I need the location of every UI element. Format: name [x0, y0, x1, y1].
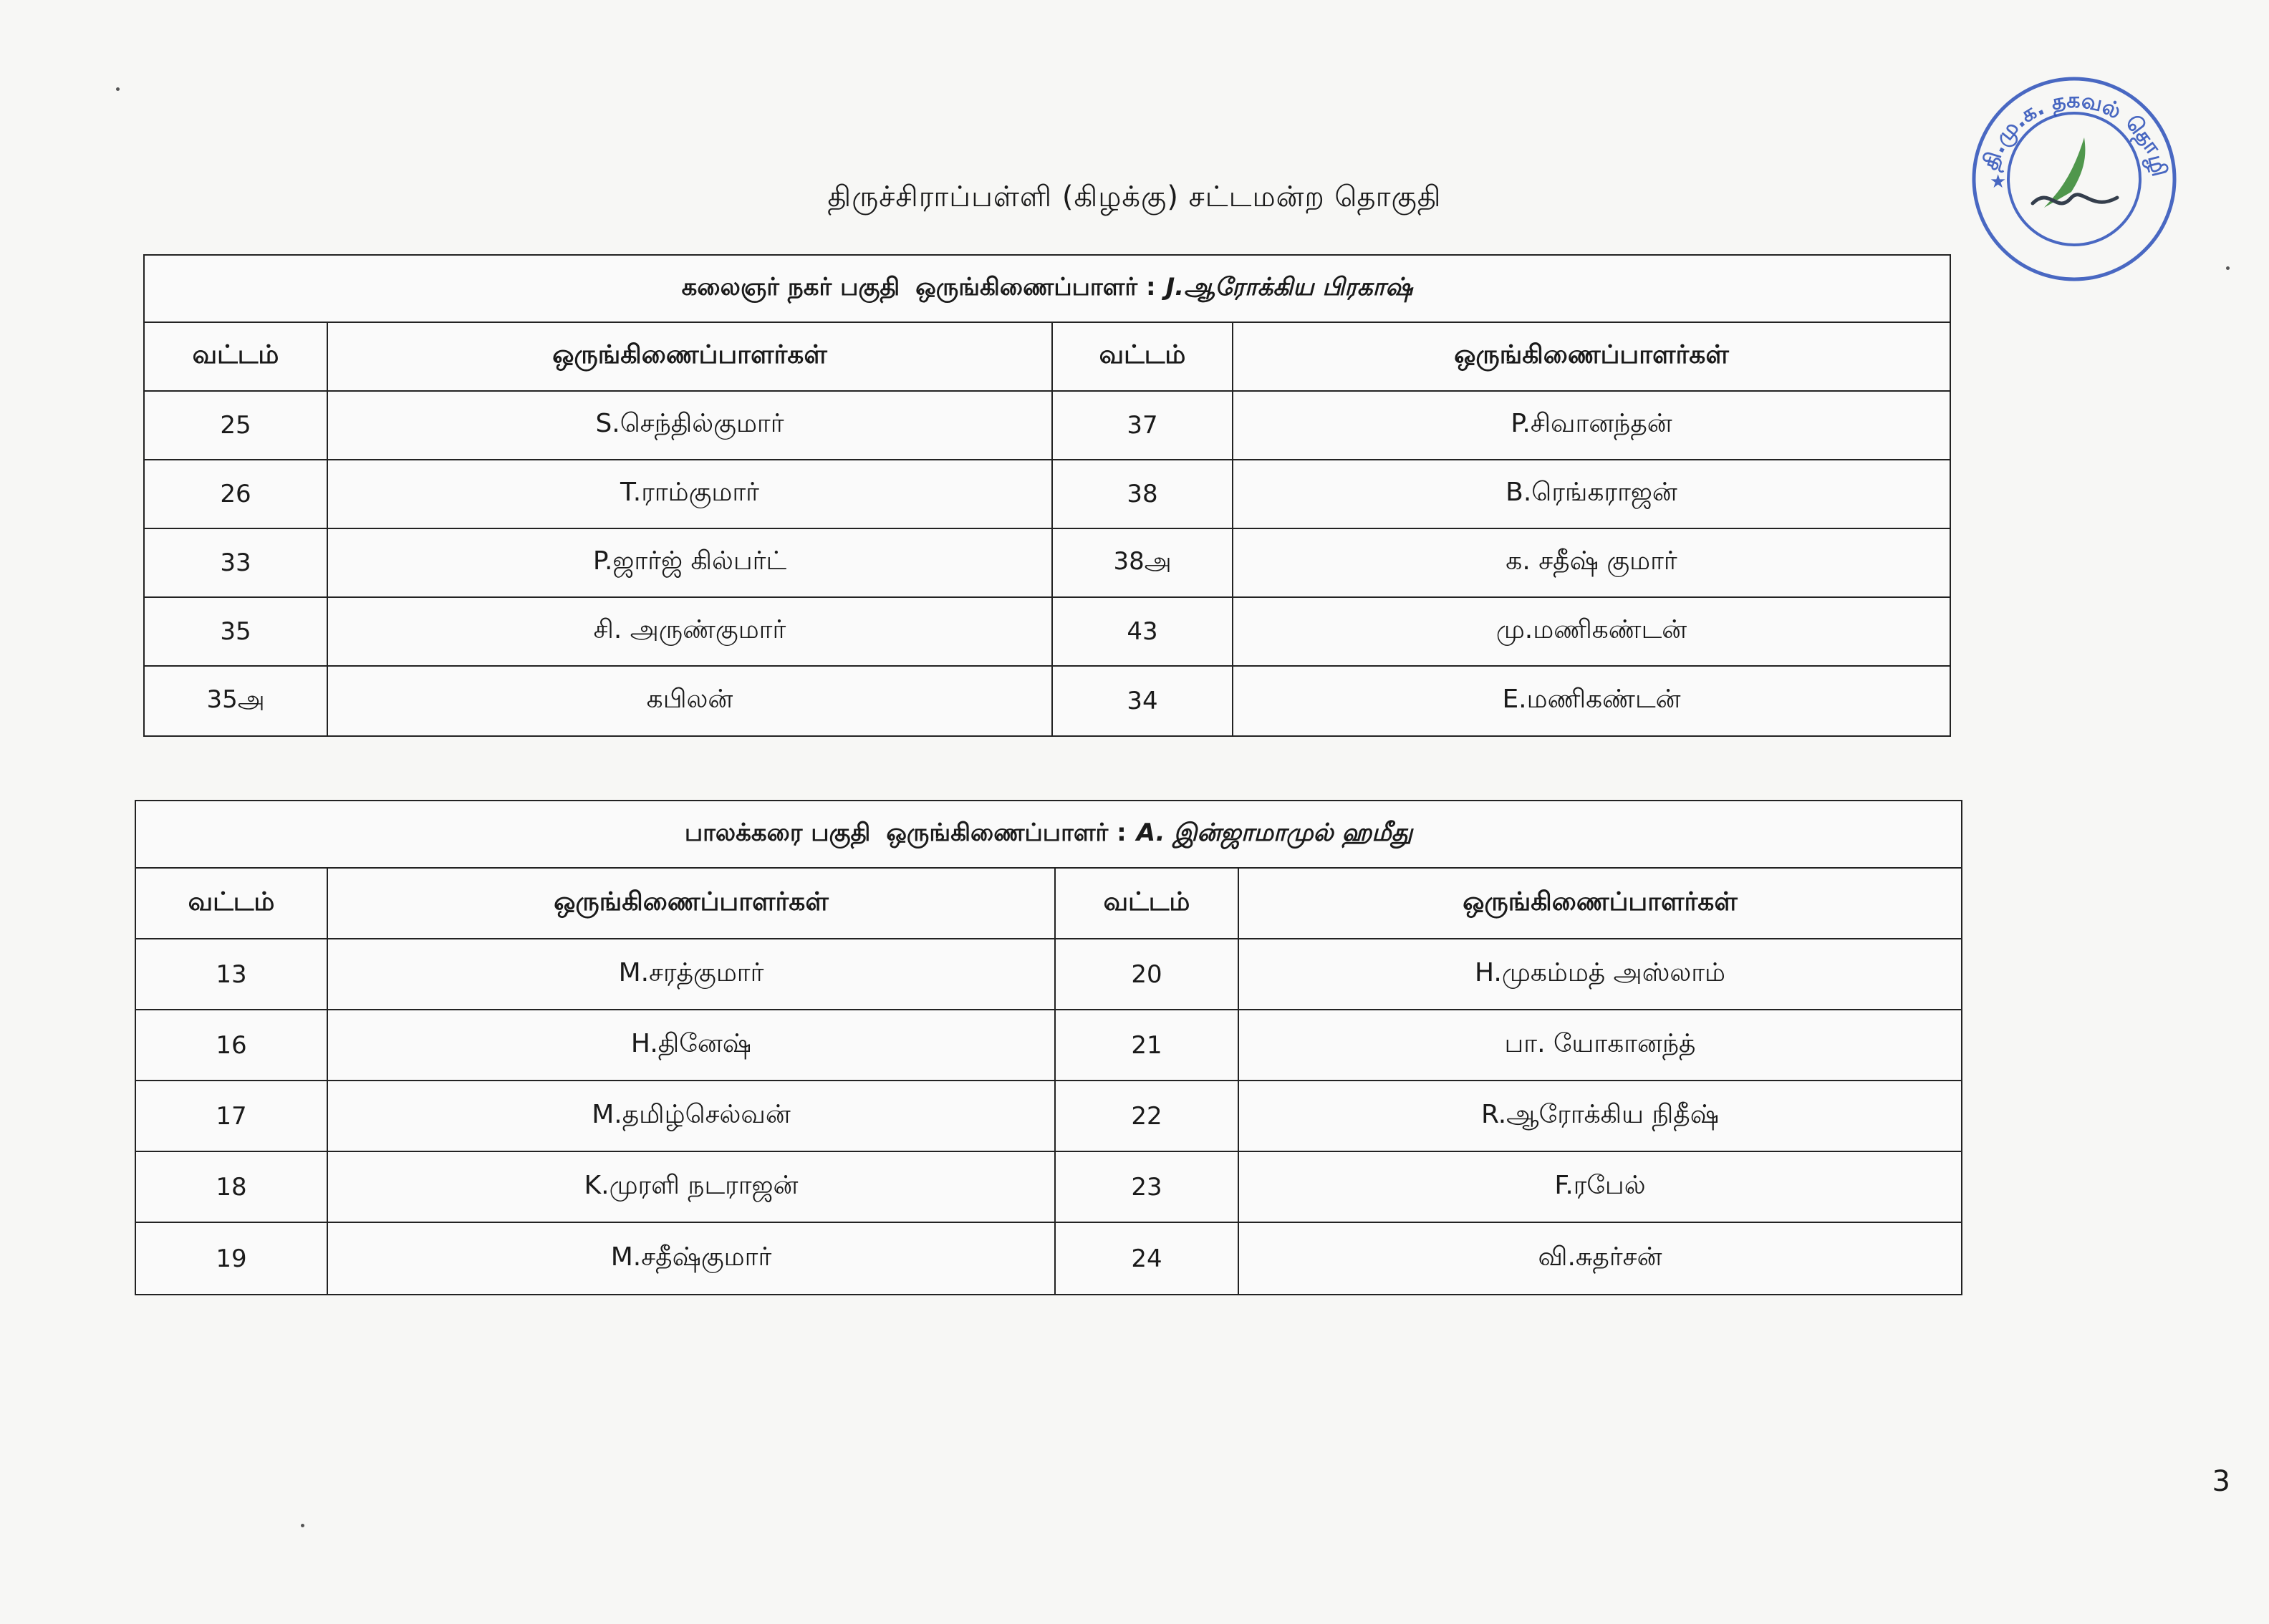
coordinator-cell: B.ரெங்கராஜன்	[1233, 460, 1950, 529]
ward-cell: 35	[145, 598, 328, 667]
ward-cell: 43	[1053, 598, 1233, 667]
coordinator-name: J.ஆரோக்கிய பிரகாஷ்	[1165, 273, 1413, 301]
ward-cell: 17	[136, 1081, 328, 1152]
scan-speck	[116, 87, 120, 91]
table-row	[145, 529, 1950, 598]
coordinator-label: ஒருங்கிணைப்பாளர் :	[915, 273, 1156, 301]
column-header: ஒருங்கிணைப்பாளர்கள்	[1239, 869, 1961, 939]
coordinator-label: ஒருங்கிணைப்பாளர் :	[886, 818, 1127, 847]
coordinator-cell: பா. யோகானந்த்	[1239, 1010, 1961, 1081]
ward-cell: 26	[145, 460, 328, 529]
table-row	[145, 667, 1950, 735]
ward-cell: 19	[136, 1223, 328, 1294]
coordinator-cell: T.ராம்குமார்	[328, 460, 1053, 529]
ward-cell: 13	[136, 939, 328, 1010]
section-palakkarai	[135, 800, 1962, 1295]
area-name: கலைஞர் நகர் பகுதி	[681, 273, 900, 301]
column-header: வட்டம்	[1053, 323, 1233, 392]
ward-cell: 16	[136, 1010, 328, 1081]
coordinator-cell: வி.சுதர்சன்	[1538, 1242, 1662, 1272]
section-kalaignar-nagar	[143, 254, 1951, 737]
table-row	[145, 392, 1950, 460]
table-header-row	[145, 323, 1950, 392]
coordinator-cell: M.தமிழ்செல்வன்	[328, 1081, 1056, 1152]
coordinator-cell: P.சிவானந்தன்	[1233, 392, 1950, 460]
ward-cell: 18	[136, 1152, 328, 1223]
table-row	[136, 1223, 1961, 1294]
stamp-text: தி.மு.க. தகவல் தொழி	[1977, 87, 2172, 179]
pen-nib-icon	[2033, 137, 2117, 208]
coordinator-cell: H.தினேஷ்	[328, 1010, 1056, 1081]
svg-text:★: ★	[1990, 171, 2007, 193]
ward-cell: 38	[1053, 460, 1233, 529]
table-row	[145, 460, 1950, 529]
column-header: வட்டம்	[136, 869, 328, 939]
coordinator-cell: க. சதீஷ் குமார்	[1233, 529, 1950, 598]
ward-cell: 25	[145, 392, 328, 460]
scan-speck	[301, 1524, 304, 1527]
svg-text:தி.மு.க. தகவல் தொழில்நுட்ப அணி	[1964, 72, 2172, 180]
table-row	[136, 1152, 1961, 1223]
table-row	[136, 1010, 1961, 1081]
coordinator-cell: R.ஆரோக்கிய நிதீஷ்	[1239, 1081, 1961, 1152]
column-header: ஒருங்கிணைப்பாளர்கள்	[328, 869, 1056, 939]
page-title: திருச்சிராப்பள்ளி (கிழக்கு) சட்டமன்ற தொகுதி	[827, 180, 1442, 213]
section-heading	[145, 256, 1950, 323]
ward-cell: 38அ	[1053, 529, 1233, 598]
table-row	[136, 1081, 1961, 1152]
party-seal-stamp	[1964, 72, 2184, 286]
ward-cell: 22	[1056, 1081, 1239, 1152]
coordinator-cell: E.மணிகண்டன்	[1502, 685, 1681, 714]
coordinator-cell: கபிலன்	[328, 667, 1053, 735]
column-header: ஒருங்கிணைப்பாளர்கள்	[1233, 323, 1950, 392]
ward-cell: 34	[1053, 667, 1233, 735]
section-heading	[136, 801, 1961, 869]
ward-cell: 37	[1053, 392, 1233, 460]
coordinator-cell: H.முகம்மத் அஸ்லாம்	[1239, 939, 1961, 1010]
coordinator-cell: F.ரபேல்	[1239, 1152, 1961, 1223]
coordinator-name: A. இன்ஜாமாமுல் ஹமீது	[1136, 818, 1413, 847]
table-row	[136, 939, 1961, 1010]
table-row	[145, 598, 1950, 667]
coordinator-cell: சி. அருண்குமார்	[328, 598, 1053, 667]
ward-cell: 24	[1056, 1223, 1239, 1294]
ward-cell: 33	[145, 529, 328, 598]
table-header-row	[136, 869, 1961, 939]
scan-speck	[2226, 266, 2230, 270]
area-name: பாலக்கரை பகுதி	[684, 818, 871, 847]
column-header: வட்டம்	[1056, 869, 1239, 939]
ward-cell: 35அ	[145, 667, 328, 735]
page-number: 3	[2212, 1465, 2230, 1498]
coordinator-cell: M.சதீஷ்குமார்	[328, 1223, 1056, 1294]
coordinator-cell: S.செந்தில்குமார்	[328, 392, 1053, 460]
coordinator-cell: K.முரளி நடராஜன்	[328, 1152, 1056, 1223]
coordinator-cell: P.ஜார்ஜ் கில்பர்ட்	[328, 529, 1053, 598]
column-header: வட்டம்	[145, 323, 328, 392]
column-header: ஒருங்கிணைப்பாளர்கள்	[328, 323, 1053, 392]
ward-cell: 20	[1056, 939, 1239, 1010]
ward-cell: 21	[1056, 1010, 1239, 1081]
coordinator-cell: M.சரத்குமார்	[328, 939, 1056, 1010]
coordinator-cell: மு.மணிகண்டன்	[1233, 598, 1950, 667]
ward-cell: 23	[1056, 1152, 1239, 1223]
